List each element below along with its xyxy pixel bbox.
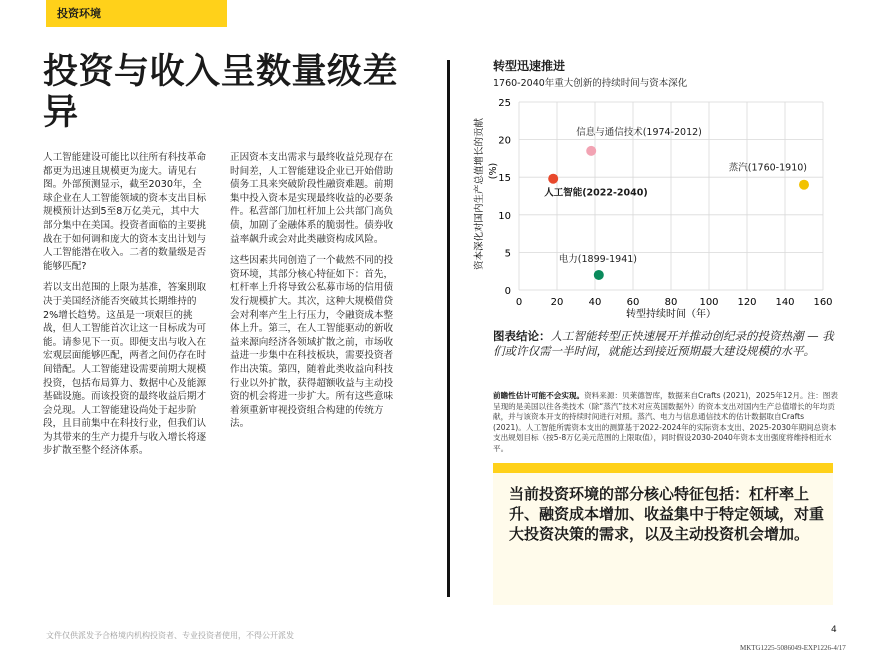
y-axis-unit: (%) [488, 162, 499, 180]
x-tick-label: 140 [775, 297, 795, 308]
section-tag: 投资环境 [46, 0, 227, 27]
data-point [586, 146, 596, 156]
callout-text: 当前投资环境的部分核心特征包括：杠杆率上升、融资成本增加、收益集中于特定领域，对重大投资决策的需求，以及主动投资机会增加。 [509, 485, 825, 543]
x-tick-label: 100 [699, 297, 719, 308]
body-paragraph: 人工智能建设可能比以往所有科技革命都更为迅速且规模更为庞大。请见右图。外部预测显示，截至2030年，全球企业在人工智能领域的资本支出目标规模预计达到5至8万亿美元，其中大部分集中在美国。投资者面临的主要挑战在于如何调和庞大的资本支出计划与人工智能潜在收入。二者的数量级是否能够匹配? [43, 152, 207, 272]
y-tick-label: 10 [498, 210, 511, 222]
x-tick-label: 120 [737, 297, 757, 308]
x-axis-label: 转型持续时间（年） [626, 309, 716, 320]
page-headline: 投资与收入呈数量级差异 [43, 52, 399, 133]
data-point [548, 174, 558, 184]
document-code: MKTG1225-5086049-EXP1226-4/17 [740, 644, 846, 652]
x-tick-label: 160 [813, 297, 833, 308]
data-label: 信息与通信技术(1974-2012) [576, 126, 702, 138]
page-number: 4 [831, 625, 837, 635]
footer-disclaimer: 文件仅供派发予合格境内机构投资者、专业投资者使用，不得公开派发 [46, 631, 294, 640]
data-label: 电力(1899-1941) [558, 253, 638, 265]
scatter-chart [470, 92, 840, 322]
y-tick-label: 0 [504, 286, 511, 297]
x-tick-label: 20 [550, 297, 564, 308]
y-tick-label: 15 [498, 173, 511, 185]
note-text: 资料来源：贝莱德智库，数据来自Crafts (2021)，2025年12月。注：图表呈现的是美国以往各类技术（除“蒸汽”技术对应英国数据外）的资本支出对国内生产总值增长的年均贡献，并与该资本开支的持续时间进行对照。蒸汽、电力与信息通信技术的估计数据取自Crafts (2021)。人工智能所需资本支出的测算基于2022-2024年的实际资本支出、2025-2030年期间总资本支出规划目标（按5-8万亿美元范围的上限取值），同时假设2030-2040年资本支出强度将维持相近水平。 [493, 391, 838, 453]
x-tick-label: 0 [515, 297, 523, 308]
data-point [594, 270, 604, 280]
vertical-divider [447, 60, 450, 597]
x-tick-label: 40 [588, 297, 602, 308]
body-column-2 [230, 151, 395, 439]
data-point [799, 180, 809, 190]
note-label: 前瞻性估计可能不会实现。 [493, 391, 585, 400]
y-tick-label: 5 [504, 248, 511, 260]
body-paragraph: 这些因素共同创造了一个截然不同的投资环境，其部分核心特征如下：首先，杠杆率上升将导致公私募市场的信用债发行规模扩大。其次，这种大规模借贷会对利率产生上行压力，令融资成本整体上升。第三，在人工智能驱动的新收益来源向经济各领域扩散之前，市场收益进一步集中在科技板块，需要投资者作出决策。第四，随着此类收益向科技行业以外扩散，获得超额收益与主动投资的机会将进一步扩大。所有这些意味着须重新审视投资组合构建的传统方法。 [230, 255, 394, 430]
chart-conclusion [493, 329, 838, 359]
chart-subtitle: 1760-2040年重大创新的持续时间与资本深化 [493, 78, 688, 89]
chart-title: 转型迅速推进 [493, 59, 566, 73]
source-note [493, 391, 838, 455]
body-column-1 [43, 151, 208, 466]
y-tick-label: 20 [498, 135, 511, 147]
body-paragraph: 若以支出范围的上限为基准，答案則取决于美国经济能否突破其长期维持的2%增长趋势。这虽是一项艰巨的挑战，但人工智能首次让这一目标成为可能。请参见下一页。即便支出与收入在宏观层面能够匹配，两者之间仍存在时间错配。人工智能建设需要前期大规模投资，包括布局算力、数据中心及能源基础设施。而该投资的最终收益后期才会兑现。人工智能建设尚处于起步阶段，且目前集中在科技行业，但我们认为其带来的生产力提升与收入增长将逐步扩散至整个经济体系。 [43, 282, 207, 457]
conclusion-label: 图表结论： [493, 329, 551, 343]
x-tick-label: 60 [626, 297, 640, 308]
y-tick-label: 25 [498, 98, 511, 109]
body-paragraph: 正因资本支出需求与最终收益兑现存在时间差，人工智能建设企业已开始借助债务工具来突破阶段性融资难题。前期集中投入资本是实现最终收益的必要条件。私营部门加杠杆加上公共部门高负债，加剧了金融体系的脆弱性。债券收益率飙升或会对此类融资构成风险。 [230, 152, 394, 245]
data-label: 人工智能(2022-2040) [544, 187, 648, 199]
data-label: 蒸汽(1760-1910) [728, 162, 807, 174]
callout-accent-bar [493, 463, 833, 473]
key-takeaway-callout [493, 473, 833, 605]
x-tick-label: 80 [664, 297, 678, 308]
conclusion-text: 人工智能转型正快速展开并推动创纪录的投资热潮 — 我们或许仅需一半时间，就能达到接近预期最大建设规模的水平。 [493, 329, 834, 358]
y-axis-label: 资本深化对国内生产总值增长的贡献 [474, 117, 485, 271]
